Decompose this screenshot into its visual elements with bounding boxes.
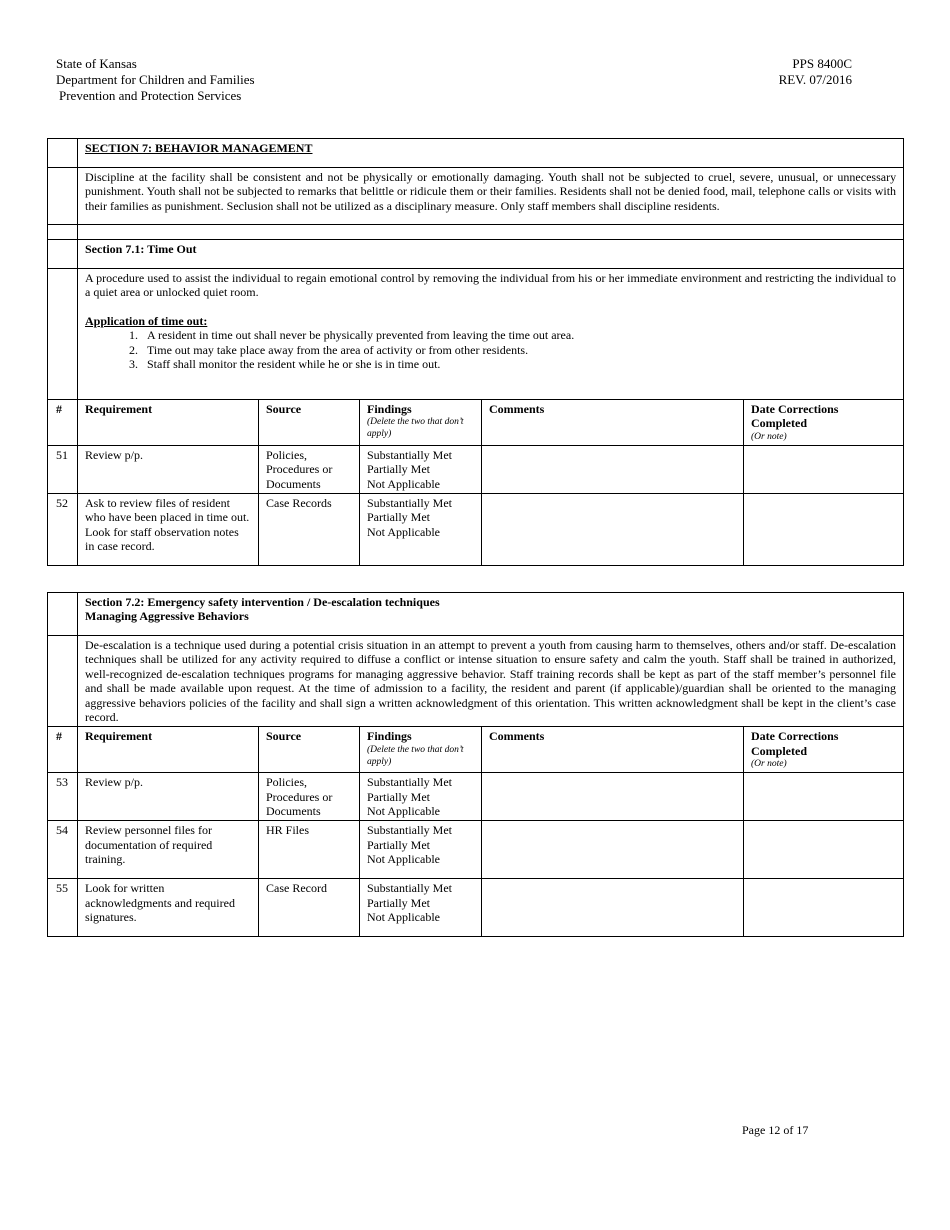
row-comments[interactable]: [482, 879, 744, 937]
col-comments: Comments: [482, 400, 744, 446]
col-findings: Findings (Delete the two that don’t apply): [360, 727, 482, 773]
row-source: Policies, Procedures or Documents: [259, 773, 360, 821]
page-header-org: [56, 56, 255, 104]
col-source: Source: [259, 400, 360, 446]
col-date-corrections: Date Corrections Completed (Or note): [744, 727, 904, 773]
row-date-corrections[interactable]: [744, 445, 904, 493]
row-source: HR Files: [259, 821, 360, 879]
org-line-1: State of Kansas: [56, 56, 137, 71]
row-date-corrections[interactable]: [744, 821, 904, 879]
section-7-title: SECTION 7: BEHAVIOR MANAGEMENT: [85, 141, 313, 155]
table-header-row: [48, 400, 904, 446]
section-7-2-text: De-escalation is a technique used during a potential crisis situation in an attempt to prevent a youth from causing harm to themselves, others and/or staff. De-escalation techniques shall be utilized for any activity required to diffuse a conflict or intense situation to ensure safety and calm the youth. Staff shall be trained in authorized, well-recognized de-escalation techniques programs for managing aggressive behavior. Staff training records shall be kept as part of the staff member’s personnel file and shall be made available upon request. At the time of admission to a facility, the resident and parent (if applicable)/guardian shall be oriented to the managing aggressive behaviors policies of the facility and shall sign a written acknowledgment of this orientation. This written acknowledgment shall be kept in the client’s case record.: [78, 636, 904, 727]
table-row: [48, 879, 904, 937]
row-findings[interactable]: Substantially Met Partially Met Not Applicable: [360, 494, 482, 566]
row-comments[interactable]: [482, 494, 744, 566]
col-num: #: [48, 727, 78, 773]
row-requirement: Review personnel files for documentation of required training.: [78, 821, 259, 879]
col-source: Source: [259, 727, 360, 773]
row-source: Case Record: [259, 879, 360, 937]
application-list: [85, 328, 896, 371]
section-7-1-title: Section 7.1: Time Out: [85, 242, 197, 256]
section-7-text: Discipline at the facility shall be consistent and not be physically or emotionally damaging. Youth shall not be subjected to cruel, severe, unusual, or unnecessary punishment. Youth shall not be subjected to remarks that belittle or ridicule them or their families. Residents shall not be denied food, mail, telephone calls or visits with their families as punishment. Seclusion shall not be utilized as a disciplinary measure. Only staff members shall discipline residents.: [78, 168, 904, 225]
section-7-title-cell: [78, 139, 904, 168]
row-source: Policies, Procedures or Documents: [259, 445, 360, 493]
form-revision: REV. 07/2016: [778, 72, 852, 87]
col-num: #: [48, 400, 78, 446]
row-date-corrections[interactable]: [744, 773, 904, 821]
row-requirement: Ask to review files of resident who have been placed in time out. Look for staff observation notes in case record.: [78, 494, 259, 566]
col-requirement: Requirement: [78, 400, 259, 446]
row-num: 52: [48, 494, 78, 566]
row-comments[interactable]: [482, 773, 744, 821]
table-row: [48, 773, 904, 821]
section-7-2-title-cell: [78, 593, 904, 636]
table-row: [48, 445, 904, 493]
section-7-2-table: [47, 592, 904, 937]
row-date-corrections[interactable]: [744, 879, 904, 937]
application-heading: Application of time out:: [85, 313, 208, 328]
row-num: 53: [48, 773, 78, 821]
row-date-corrections[interactable]: [744, 494, 904, 566]
section-7-2-subtitle: Managing Aggressive Behaviors: [85, 609, 249, 624]
row-requirement: Review p/p.: [78, 773, 259, 821]
form-id: PPS 8400C: [792, 56, 852, 71]
row-num: 55: [48, 879, 78, 937]
row-comments[interactable]: [482, 445, 744, 493]
page-number: Page 12 of 17: [742, 1123, 809, 1137]
row-findings[interactable]: Substantially Met Partially Met Not Applicable: [360, 821, 482, 879]
list-item: 3. Staff shall monitor the resident while he or she is in time out.: [141, 357, 896, 371]
row-comments[interactable]: [482, 821, 744, 879]
col-date-corrections: Date Corrections Completed (Or note): [744, 400, 904, 446]
col-findings: Findings (Delete the two that don’t apply): [360, 400, 482, 446]
row-source: Case Records: [259, 494, 360, 566]
org-line-3: Prevention and Protection Services: [59, 88, 242, 103]
row-num: 54: [48, 821, 78, 879]
section-7-table: [47, 138, 904, 566]
page-header-form: [772, 56, 852, 88]
section-7-2-title: Section 7.2: Emergency safety intervention / De-escalation techniques: [85, 595, 440, 609]
table-row: [48, 494, 904, 566]
row-num: 51: [48, 445, 78, 493]
list-item: 1. A resident in time out shall never be physically prevented from leaving the time out area.: [141, 328, 896, 342]
row-requirement: Review p/p.: [78, 445, 259, 493]
row-findings[interactable]: Substantially Met Partially Met Not Applicable: [360, 879, 482, 937]
table-row: [48, 821, 904, 879]
col-requirement: Requirement: [78, 727, 259, 773]
section-7-1-text: A procedure used to assist the individual to regain emotional control by removing the individual from his or her immediate environment and restricting the individual to a quiet area or unlocked quiet room.: [85, 271, 897, 300]
row-findings[interactable]: Substantially Met Partially Met Not Applicable: [360, 773, 482, 821]
org-line-2: Department for Children and Families: [56, 72, 255, 87]
list-item: 2. Time out may take place away from the area of activity or from other residents.: [141, 343, 896, 357]
row-requirement: Look for written acknowledgments and required signatures.: [78, 879, 259, 937]
row-findings[interactable]: Substantially Met Partially Met Not Applicable: [360, 445, 482, 493]
col-comments: Comments: [482, 727, 744, 773]
section-7-1-body: [78, 269, 904, 400]
table-header-row: [48, 727, 904, 773]
